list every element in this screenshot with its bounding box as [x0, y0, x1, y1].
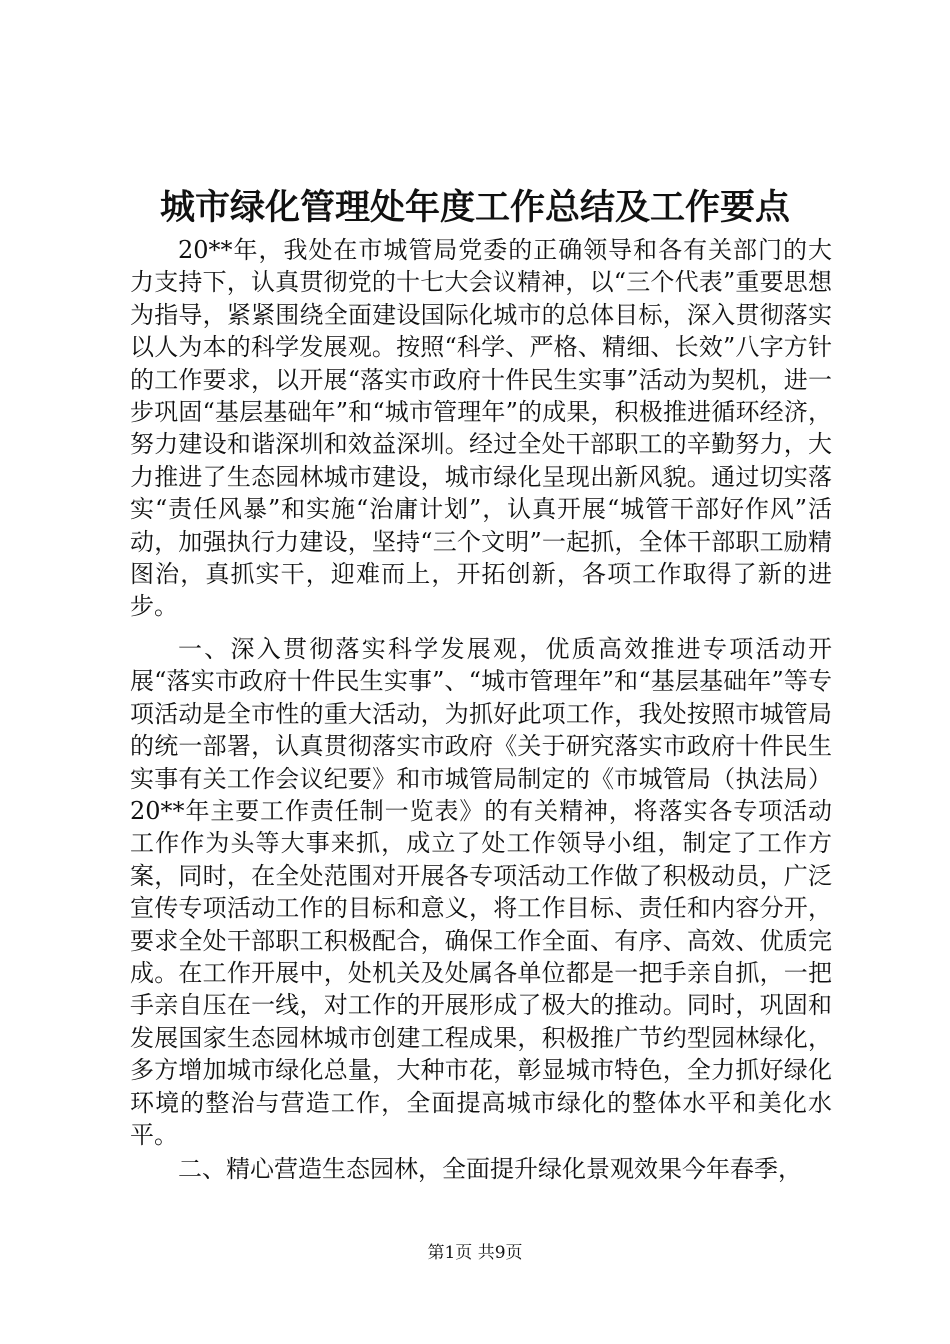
paragraph-section-two: 二、精心营造生态园林，全面提升绿化景观效果今年春季， [178, 1155, 802, 1183]
document-title: 城市绿化管理处年度工作总结及工作要点 [159, 187, 790, 228]
page-footer: 第1页 共9页 [427, 1243, 523, 1263]
paragraph-intro: 20**年，我处在市城管局党委的正确领导和各有关部门的大力支持下，认真贯彻党的十七大会议精神，以“三个代表”重要思想为指导，紧紧围绕全面建设国际化城市的总体目标，深入贯彻落实以人为本的科学发展观。按照“科学、严格、精细、长效”八字方针的工作要求，以开展“落实市政府十件民生实事”活动为契机，进一步巩固“基层基础年”和“城市管理年”的成果，积极推进循环经济，努力建设和谐深圳和效益深圳。经过全处干部职工的辛勤努力，大力推进了生态园林城市建设，城市绿化呈现出新风貌。通过切实落实“责任风暴”和实施“治庸计划”，认真开展“城管干部好作风”活动，加强执行力建设，坚持“三个文明”一起抓，全体干部职工励精图治，真抓实干，迎难而上，开拓创新，各项工作取得了新的进步。 [130, 236, 832, 621]
paragraph-section-one: 一、深入贯彻落实科学发展观，优质高效推进专项活动开展“落实市政府十件民生实事”、“城市管理年”和“基层基础年”等专项活动是全市性的重大活动，为抓好此项工作，我处按照市城管局的统一部署，认真贯彻落实市政府《关于研究落实市政府十件民生实事有关工作会议纪要》和市城管局制定的《市城管局（执法局）20**年主要工作责任制一览表》的有关精神，将落实各专项活动工作作为头等大事来抓，成立了处工作领导小组，制定了工作方案，同时，在全处范围对开展各专项活动工作做了积极动员，广泛宣传专项活动工作的目标和意义，将工作目标、责任和内容分开，要求全处干部职工积极配合，确保工作全面、有序、高效、优质完成。在工作开展中，处机关及处属各单位都是一把手亲自抓，一把手亲自压在一线，对工作的开展形成了极大的推动。同时，巩固和发展国家生态园林城市创建工程成果，积极推广节约型园林绿化，多方增加城市绿化总量，大种市花，彰显城市特色，全力抓好绿化环境的整治与营造工作，全面提高城市绿化的整体水平和美化水平。 [130, 635, 832, 1150]
